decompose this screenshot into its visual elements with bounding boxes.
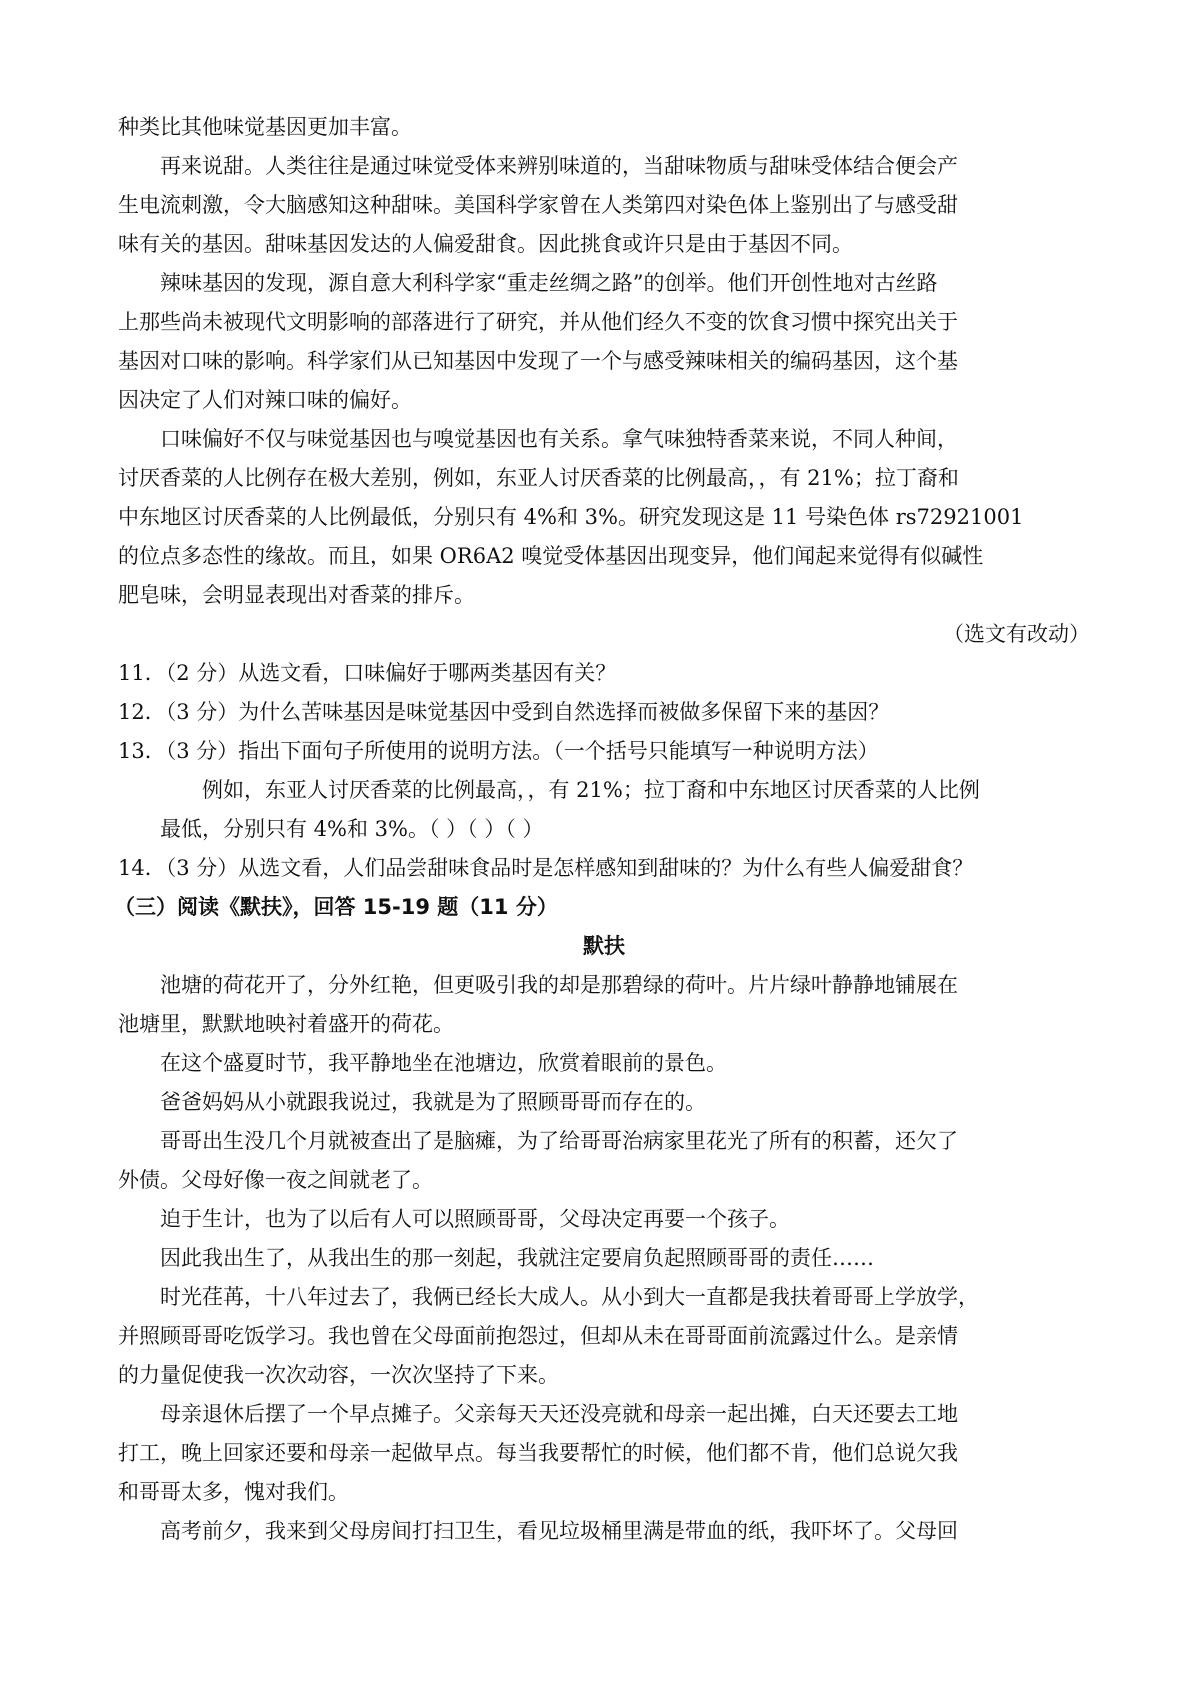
questions-block	[118, 654, 1090, 888]
passage-line: 高考前夕，我来到父母房间打扫卫生，看见垃圾桶里满是带血的纸，我吓坏了。父母回	[160, 1519, 958, 1543]
passage-line: 时光荏苒，十八年过去了，我俩已经长大成人。从小到大一直都是我扶着哥哥上学放学，	[160, 1285, 979, 1309]
passage-line: 种类比其他味觉基因更加丰富。	[118, 115, 412, 139]
section-heading: （三）阅读《默扶》，回答 15-19 题（11 分）	[114, 895, 558, 919]
passage-line: 上那些尚未被现代文明影响的部落进行了研究，并从他们经久不变的饮食习惯中探究出关于	[118, 310, 958, 334]
question-13-answer-blanks: 最低，分别只有 4%和 3%。（ ）（ ）（ ）	[160, 817, 544, 841]
passage-gene-taste	[118, 108, 1090, 654]
passage-line: 和哥哥太多，愧对我们。	[118, 1480, 349, 1504]
question-14: 14．（3 分）从选文看，人们品尝甜味食品时是怎样感知到甜味的？为什么有些人偏爱甜食？	[118, 856, 974, 880]
passage-line: 生电流刺激，令大脑感知这种甜味。美国科学家曾在人类第四对染色体上鉴别出了与感受甜	[118, 193, 958, 217]
passage-line: 池塘的荷花开了，分外红艳，但更吸引我的却是那碧绿的荷叶。片片绿叶静静地铺展在	[160, 973, 958, 997]
question-12: 12．（3 分）为什么苦味基因是味觉基因中受到自然选择而被做多保留下来的基因？	[118, 700, 890, 724]
passage-line: 打工，晚上回家还要和母亲一起做早点。每当我要帮忙的时候，他们都不肯，他们总说欠我	[118, 1441, 958, 1465]
passage-line: 的力量促使我一次次动容，一次次坚持了下来。	[118, 1363, 559, 1387]
passage-line: 池塘里，默默地映衬着盛开的荷花。	[118, 1012, 454, 1036]
passage-line: 口味偏好不仅与味觉基因也与嗅觉基因也有关系。拿气味独特香菜来说，不同人种间，	[160, 427, 958, 451]
question-13-example: 例如，东亚人讨厌香菜的比例最高，，有 21%；拉丁裔和中东地区讨厌香菜的人比例	[202, 778, 980, 802]
passage-line: 哥哥出生没几个月就被查出了是脑瘫，为了给哥哥治病家里花光了所有的积蓄，还欠了	[160, 1129, 958, 1153]
article-title: 默扶	[583, 934, 625, 958]
passage-line: 味有关的基因。甜味基因发达的人偏爱甜食。因此挑食或许只是由于基因不同。	[118, 232, 853, 256]
passage-line: 并照顾哥哥吃饭学习。我也曾在父母面前抱怨过，但却从未在哥哥面前流露过什么。是亲情	[118, 1324, 958, 1348]
passage-line: 中东地区讨厌香菜的人比例最低，分别只有 4%和 3%。研究发现这是 11 号染色体 rs72921001	[118, 505, 1024, 529]
passage-line: 迫于生计，也为了以后有人可以照顾哥哥，父母决定再要一个孩子。	[160, 1207, 790, 1231]
passage-line: 在这个盛夏时节，我平静地坐在池塘边，欣赏着眼前的景色。	[160, 1051, 727, 1075]
passage-line: 因此我出生了，从我出生的那一刻起，我就注定要肩负起照顾哥哥的责任……	[160, 1246, 874, 1270]
exam-page	[114, 108, 1090, 1551]
passage-line: 外债。父母好像一夜之间就老了。	[118, 1168, 433, 1192]
passage-line: 讨厌香菜的人比例存在极大差别，例如，东亚人讨厌香菜的比例最高，，有 21%；拉丁裔和	[118, 466, 959, 490]
passage-line: 的位点多态性的缘故。而且，如果 OR6A2 嗅觉受体基因出现变异，他们闻起来觉得有似碱性	[118, 544, 984, 568]
passage-line: 再来说甜。人类往往是通过味觉受体来辨别味道的，当甜味物质与甜味受体结合便会产	[160, 154, 958, 178]
source-note: （选文有改动）	[943, 622, 1090, 646]
passage-line: 肥皂味，会明显表现出对香菜的排斥。	[118, 583, 475, 607]
passage-line: 爸爸妈妈从小就跟我说过，我就是为了照顾哥哥而存在的。	[160, 1090, 706, 1114]
question-11: 11．（2 分）从选文看，口味偏好于哪两类基因有关？	[118, 661, 617, 685]
passage-line: 母亲退休后摆了一个早点摊子。父亲每天天还没亮就和母亲一起出摊，白天还要去工地	[160, 1402, 958, 1426]
passage-line: 辣味基因的发现，源自意大利科学家“重走丝绸之路”的创举。他们开创性地对古丝路	[160, 271, 938, 295]
passage-mofu	[118, 966, 1090, 1551]
passage-line: 因决定了人们对辣口味的偏好。	[118, 388, 412, 412]
passage-line: 基因对口味的影响。科学家们从已知基因中发现了一个与感受辣味相关的编码基因，这个基	[118, 349, 958, 373]
question-13: 13．（3 分）指出下面句子所使用的说明方法。（一个括号只能填写一种说明方法）	[118, 739, 879, 763]
